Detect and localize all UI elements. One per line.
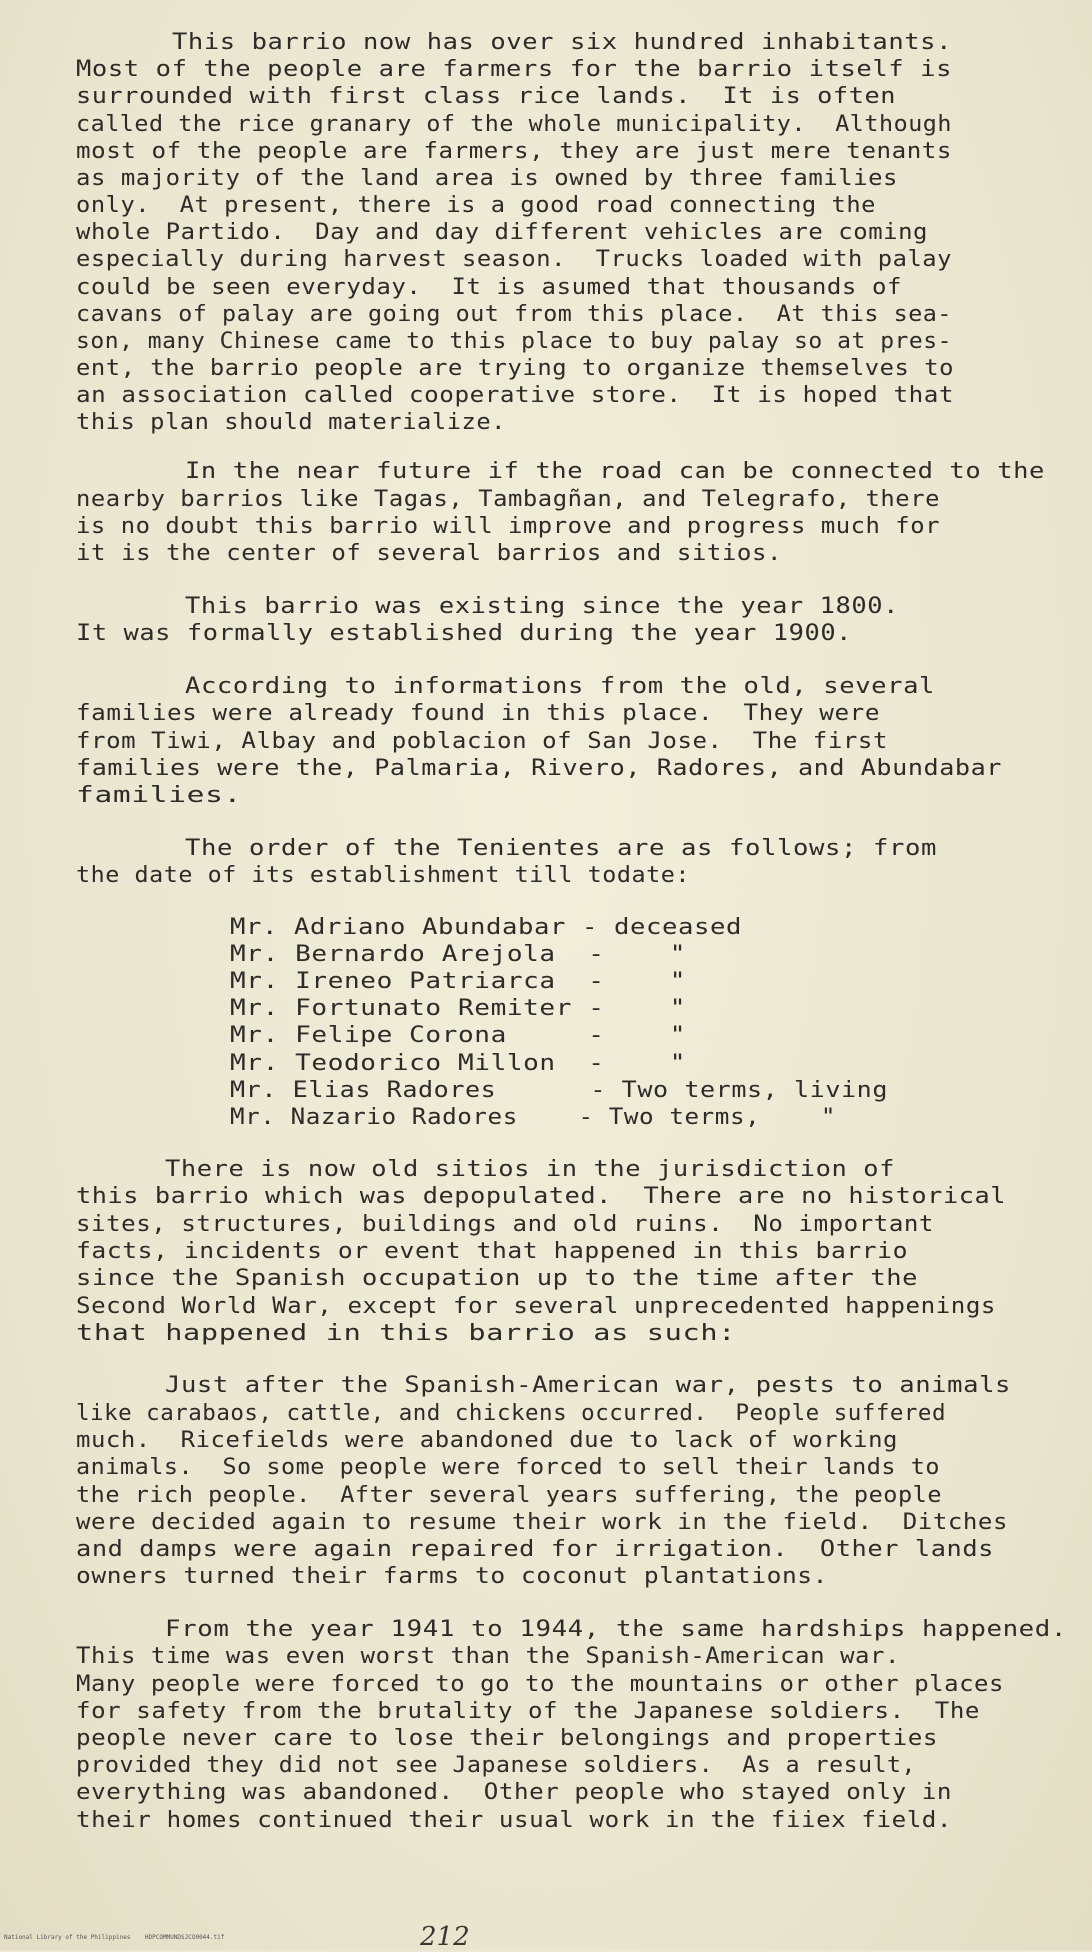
text-line: Second World War, except for several unprecedented happenings [76, 1294, 996, 1319]
text-line: sites, structures, buildings and old ruins. No important [76, 1212, 935, 1237]
text-line: Many people were forced to go to the mountains or other places [76, 1672, 1004, 1697]
text-line: This barrio now has over six hundred inhabitants. [172, 30, 952, 55]
text-line: this plan should materialize. [76, 410, 506, 435]
text-line: this barrio which was depopulated. There are no historical [76, 1184, 1007, 1209]
text-line: could be seen everyday. It is asumed that thousands of [76, 275, 902, 300]
text-line: provided they did not see Japanese soldiers. As a result, [76, 1753, 916, 1778]
text-line: nearby barrios like Tagas, Tambagñan, and Telegrafo, there [76, 487, 940, 512]
text-line: The order of the Tenientes are as follows; from [185, 836, 938, 861]
text-line: Mr. Ireneo Patriarca - " [230, 969, 686, 994]
text-line: Mr. Elias Radores - Two terms, living [230, 1078, 888, 1103]
text-line: as majority of the land area is owned by three families [76, 166, 898, 191]
text-line: animals. So some people were forced to sell their lands to [76, 1455, 940, 1480]
text-line: the date of its establishment till todate: [76, 863, 690, 888]
text-line: since the Spanish occupation up to the time after the [76, 1266, 918, 1291]
text-line: ent, the barrio people are trying to organize themselves to [76, 356, 954, 381]
text-line: especially during harvest season. Trucks loaded with palay [76, 247, 952, 272]
text-line: From the year 1941 to 1944, the same hardships happened. [165, 1617, 1067, 1642]
text-line: surrounded with first class rice lands. It is often [76, 84, 896, 109]
text-line: Mr. Adriano Abundabar - deceased [230, 915, 742, 940]
text-line: like carabaos, cattle, and chickens occurred. People suffered [76, 1401, 946, 1426]
text-line: Most of the people are farmers for the barrio itself is [76, 57, 952, 82]
text-line: their homes continued their usual work in the fiiex field. [76, 1808, 952, 1833]
text-line: from Tiwi, Albay and poblacion of San Jose. The first [76, 729, 888, 754]
text-line: were decided again to resume their work in the field. Ditches [76, 1510, 1009, 1535]
text-line: everything was abandoned. Other people who stayed only in [76, 1780, 952, 1805]
text-line: facts, incidents or event that happened in this barrio [76, 1239, 908, 1264]
text-line: that happened in this barrio as such: [76, 1321, 736, 1346]
text-line: an association called cooperative store. It is hoped that [76, 383, 954, 408]
text-line: is no doubt this barrio will improve and progress much for [76, 514, 940, 539]
text-line: families were the, Palmaria, Rivero, Radores, and Abundabar [76, 756, 1002, 781]
text-line: This time was even worst than the Spanish-American war. [76, 1644, 900, 1669]
text-line: Just after the Spanish-American war, pests to animals [165, 1373, 1011, 1398]
text-line: Mr. Felipe Corona - " [230, 1023, 686, 1048]
text-line: the rich people. After several years suffering, the people [76, 1483, 943, 1508]
text-line: Mr. Bernardo Arejola - " [230, 942, 686, 967]
text-line: only. At present, there is a good road connecting the [76, 193, 876, 218]
archive-footer: National Library of the Philippines HDPCOMMUNDSJCO0044.tif [4, 1934, 225, 1941]
text-line: Mr. Fortunato Remiter - " [230, 996, 686, 1021]
text-line: and damps were again repaired for irrigation. Other lands [76, 1537, 995, 1562]
page-number: 212 [420, 1922, 470, 1952]
text-line: son, many Chinese came to this place to buy palay so at pres- [76, 329, 952, 354]
text-line: There is now old sitios in the jurisdiction of [165, 1157, 895, 1182]
text-line: families were already found in this place. They were [76, 701, 880, 726]
text-line: called the rice granary of the whole municipality. Although [76, 112, 952, 137]
text-line: for safety from the brutality of the Japanese soldiers. The [76, 1699, 980, 1724]
text-line: families. [76, 783, 242, 808]
text-line: Mr. Nazario Radores - Two terms, " [230, 1105, 836, 1130]
text-line: According to informations from the old, several [185, 674, 935, 699]
text-line: whole Partido. Day and day different vehicles are coming [76, 220, 928, 245]
text-line: It was formally established during the year 1900. [76, 621, 852, 646]
text-line: it is the center of several barrios and sitios. [76, 541, 782, 566]
text-line: In the near future if the road can be connected to the [185, 459, 1045, 484]
text-line: much. Ricefields were abandoned due to lack of working [76, 1428, 898, 1453]
text-line: This barrio was existing since the year 1800. [185, 594, 899, 619]
text-line: most of the people are farmers, they are just mere tenants [76, 139, 952, 164]
text-line: cavans of palay are going out from this place. At this sea- [76, 302, 952, 327]
text-line: people never care to lose their belongings and properties [76, 1726, 938, 1751]
text-line: Mr. Teodorico Millon - " [230, 1051, 686, 1076]
text-line: owners turned their farms to coconut plantations. [76, 1564, 828, 1589]
